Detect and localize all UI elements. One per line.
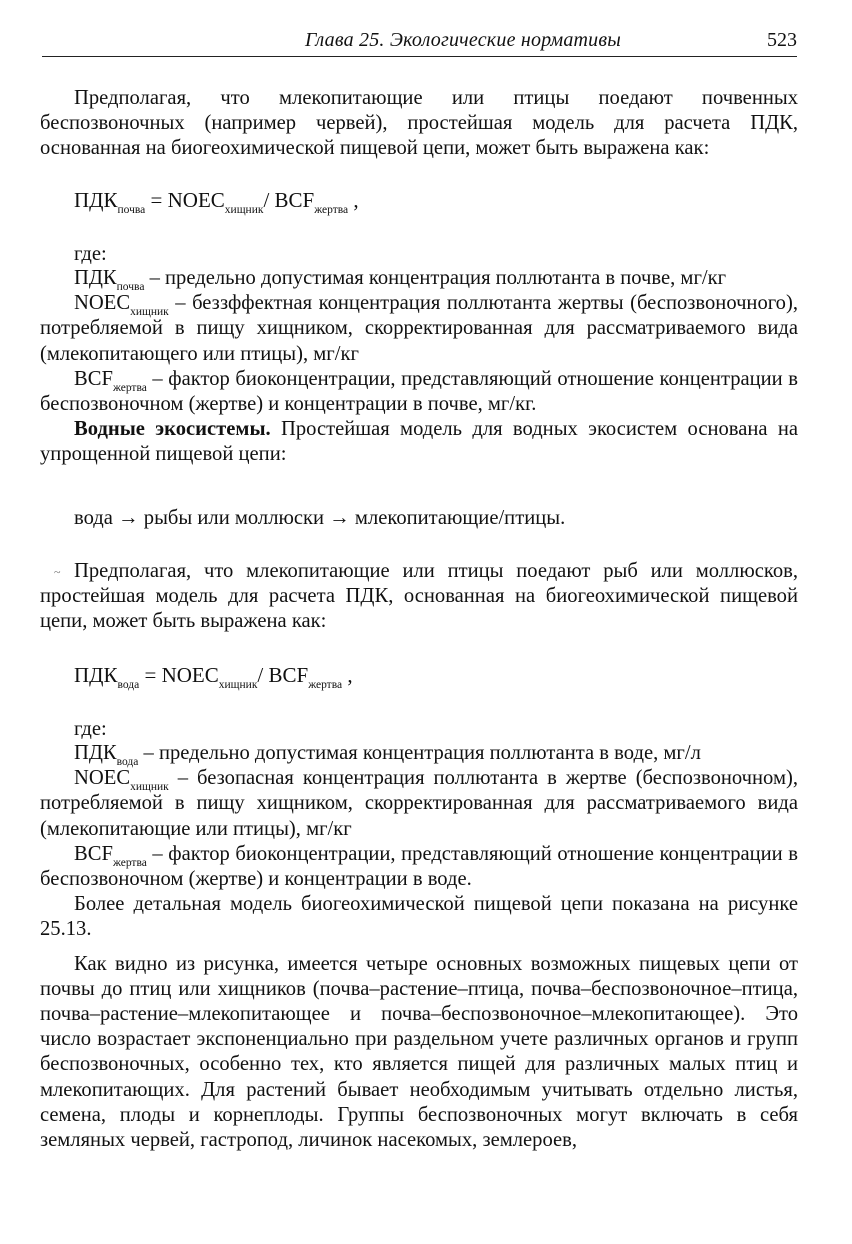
paragraph-text: Предполагая, что млекопитающие или птицы поедают почвенных беспозвоночных (например червей), простейшая модель для расчета ПДК, основанная на биогеохимической пищевой цепи, может быть выражена как: [40, 87, 798, 160]
page-number: 523 [767, 29, 797, 51]
definition-bcf-water: $BCF_{жертва}$ – фактор биоконцентрации, представляющий отношение концентрации в беспозвоночном (жертве) и концентрации в воде. [40, 842, 798, 891]
definition-noec-soil: $NOEC_{хищник}$ – беззффектная концентрация поллютанта жертвы (беспозвоночного), потребляемой в пищу хищником, скорректированная для рассматриваемого вида (млекопитающего или птицы), мг/кг [40, 292, 798, 365]
paragraph-food-chains: Как видно из рисунка, имеется четыре основных возможных пищевых цепи от почвы до птиц или хищников (почва–растение–птица, почва–беспозвоночное–птица, почва–растение–млекопитающее и почва–беспозвоночное–млекопитающее). Это число возрастает экспоненциально при раздельном учете различных органов и групп беспозвоночных, особенно тех, кто является пищей для различных малых птиц и млекопитающих. Для растений бывает необходимым учитывать отдельно листья, семена, плоды и корнеплоды. Группы беспозвоночных могут включать в себя земляных червей, гастропод, личинок насекомых, землероев, [40, 952, 798, 1152]
paragraph-figure-ref: Более детальная модель биогеохимической пищевой цепи показана на рисунке 25.13. [40, 893, 798, 941]
paragraph-aquatic: Водные экосистемы. Простейшая модель для водных экосистем основана на упрощенной пищевой цепи: [40, 418, 798, 466]
page-header [42, 26, 797, 57]
definitions-water [40, 741, 798, 1153]
paragraph-text: Предполагая, что млекопитающие или птицы поедают рыб или моллюсков, простейшая модель для расчета ПДК, основанная на биогеохимической пищевой цепи, может быть выражена как: [40, 560, 798, 633]
aquatic-heading: Водные экосистемы. [74, 418, 271, 441]
definition-pdk-soil: $ПДК_{почва}$ – предельно допустимая концентрация поллютанта в почве, мг/кг [74, 267, 727, 293]
running-title: Глава 25. Экологические нормативы [305, 29, 622, 51]
definition-pdk-water: $ПДК_{вода}$ – предельно допустимая концентрация поллютанта в воде, мг/л [74, 742, 701, 768]
formula-soil: $ПДК_{почва}$ = $NOEC_{хищник}/$ $BCF_{жертва}$ , [74, 188, 359, 216]
scan-mark: ~ [54, 565, 61, 579]
food-chain-text: вода → рыбы или моллюски → млекопитающие/птицы. [74, 507, 566, 529]
formula-water: $ПДК_{вода}$ = $NOEC_{хищник}/$ $BCF_{жертва}$ , [74, 663, 353, 691]
paragraph-intro-water [40, 559, 798, 635]
where-label: где: [74, 243, 107, 265]
definitions-soil [40, 266, 798, 468]
where-label: где: [74, 718, 107, 740]
definition-noec-water: $NOEC_{хищник}$ – безопасная концентрация поллютанта в жертве (беспозвоночном), потребляемой в пищу хищником, скорректированная для рассматриваемого вида (млекопитающие или птицы), мг/кг [40, 767, 798, 840]
definition-bcf-soil: $BCF_{жертва}$ – фактор биоконцентрации, представляющий отношение концентрации в беспозвоночном (жертве) и концентрации в почве, мг/кг. [40, 367, 798, 416]
paragraph-intro-soil [40, 86, 798, 162]
